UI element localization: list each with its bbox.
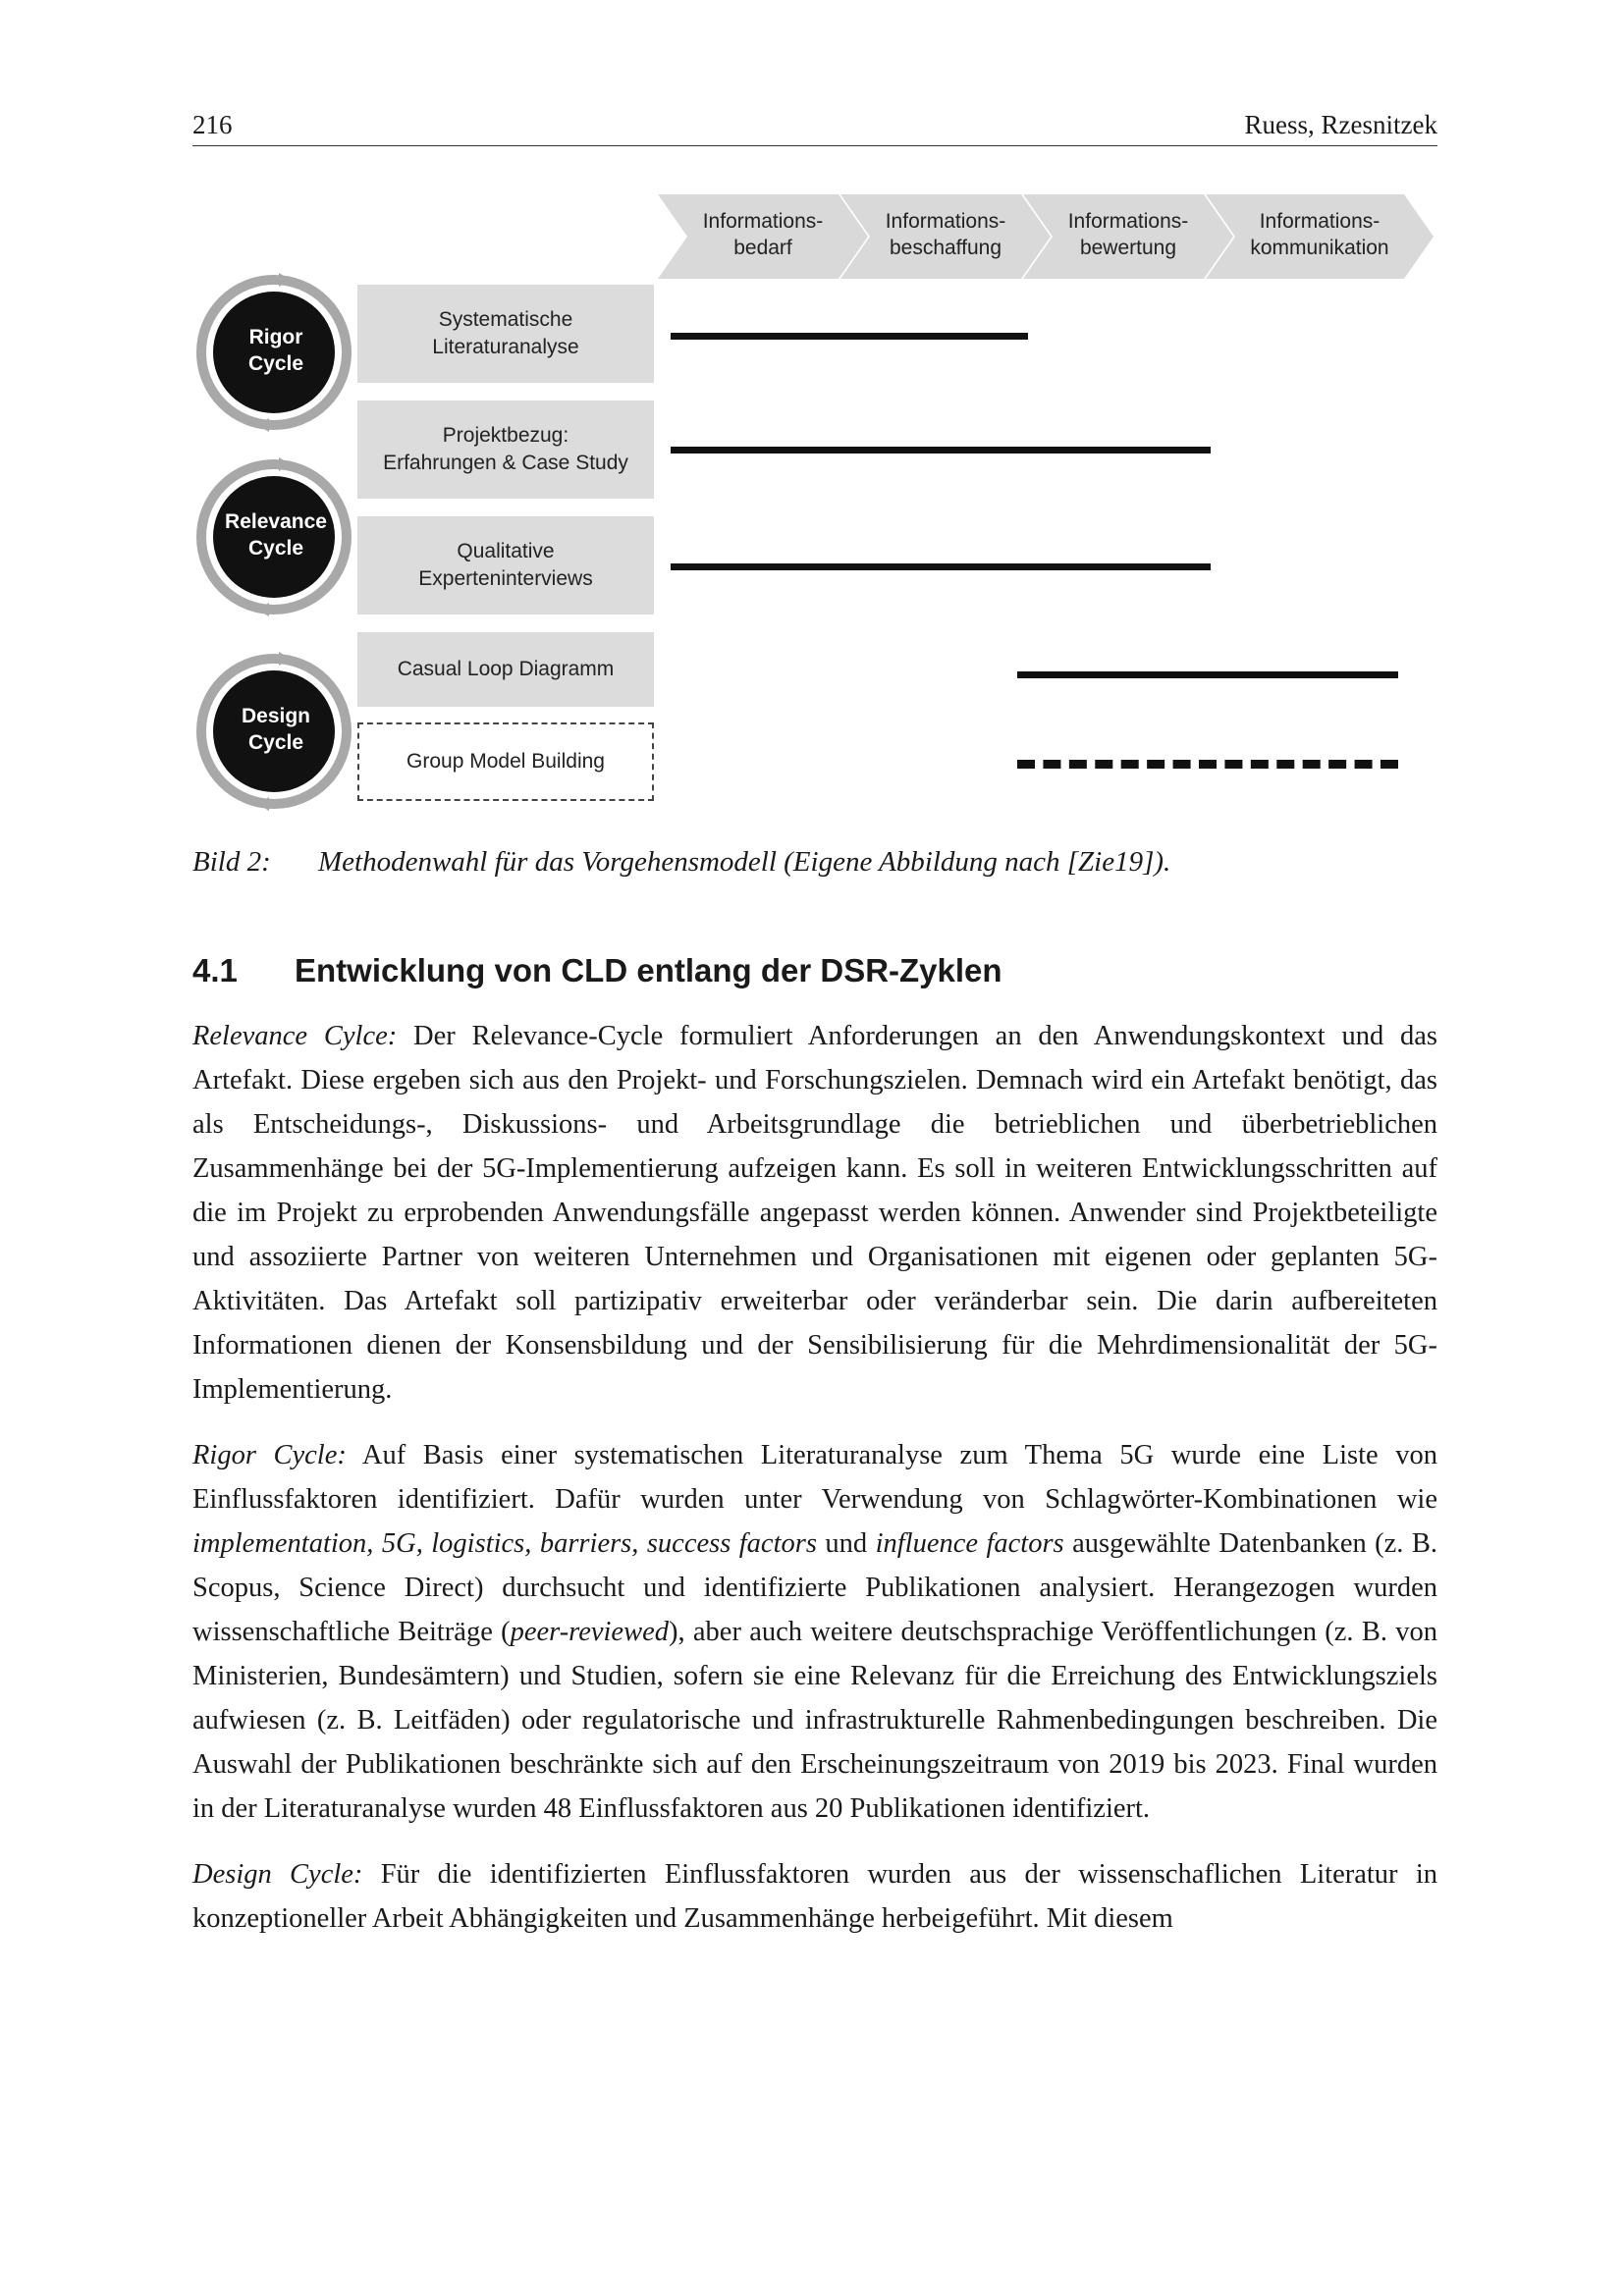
cycle-label: Cycle xyxy=(247,352,304,375)
phase-chevron-2 xyxy=(840,194,1051,279)
cycle-label: Cycle xyxy=(247,537,304,560)
caption-text: Methodenwahl für das Vorgehensmodell (Eigene Abbildung nach [Zie19]). xyxy=(318,846,1171,878)
phase-label: bewertung xyxy=(1079,237,1177,259)
running-authors: Ruess, Rzesnitzek xyxy=(1244,110,1437,139)
timeline-bar-gmb xyxy=(1017,760,1398,769)
method-label: Experteninterviews xyxy=(418,567,593,590)
phase-label: beschaffung xyxy=(889,237,1002,259)
timeline-bar-interviews xyxy=(671,563,1211,570)
cycle-label: Relevance xyxy=(225,510,327,533)
cycle-label: Design xyxy=(241,705,310,727)
rigor-cycle-icon xyxy=(192,269,359,436)
timeline-bar-cld xyxy=(1017,671,1398,678)
figure-caption xyxy=(192,846,1170,879)
cycle-label: Cycle xyxy=(247,731,304,754)
method-label: Casual Loop Diagramm xyxy=(397,658,615,680)
method-label: Systematische xyxy=(438,308,573,331)
method-label: Projektbezug: xyxy=(442,424,569,447)
paragraph-text: Auf Basis einer systematischen Literaturanalyse zum Thema 5G wurde eine Liste von Einflussfaktoren identifiziert. Dafür wurden unter Verwendung von Schlagwörter-Kombinationen wie xyxy=(192,1440,1437,1515)
figure-method-model xyxy=(192,187,1439,825)
relevance-cycle-icon xyxy=(192,454,359,620)
phase-label: kommunikation xyxy=(1250,237,1389,259)
paragraph-text: Der Relevance-Cycle formuliert Anforderungen an den Anwendungskontext und das Artefakt. Diese ergeben sich aus den Projekt- und Forschungszielen. Demnach wird ein Artefakt benötigt, das als Entscheidungs-, Diskussions- und Arbeitsgrundlage die betrieblichen und überbetrieblichen Zusammenhänge bei der 5G-Implementierung aufzeigen kann. Es soll in weiteren Entwicklungsschritten auf die im Projekt zu erprobenden Anwendungsfälle angepasst werden können. Anwender sind Projektbeteiligte und assoziierte Partner von weiteren Unternehmen und Organisationen mit eigenen oder geplanten 5G-Aktivitäten. Das Artefakt soll partizipativ erweiterbar oder veränderbar sein. Die darin aufbereiteten Informationen dienen der Konsensbildung und der Sensibilisierung für die Mehrdimensionalität der 5G-Implementierung. xyxy=(192,1021,1437,1405)
paragraph-lead: Design Cycle: xyxy=(192,1859,363,1890)
paragraph-lead: Rigor Cycle: xyxy=(192,1440,347,1470)
paragraph-lead: Relevance Cylce: xyxy=(192,1021,398,1051)
phase-label: Informations- xyxy=(702,210,824,233)
method-case-study xyxy=(357,400,654,499)
method-causal-loop-diagram xyxy=(357,632,654,707)
keyword: peer-reviewed xyxy=(510,1617,669,1647)
phase-label: Informations- xyxy=(885,210,1006,233)
body-text xyxy=(192,1014,1437,1962)
timeline-bar-literature xyxy=(671,333,1028,340)
phase-label: Informations- xyxy=(1259,210,1380,233)
phase-chevron-3 xyxy=(1023,194,1233,279)
paragraph-text: ausgewählte Datenbanken (z. B. Scopus, Science Direct) durchsucht und identifizierte Publikationen analysiert. Herangezogen wurden wissenschaftliche Beiträge ( xyxy=(192,1528,1438,1647)
page-number: 216 xyxy=(192,110,233,139)
paragraph-text: und xyxy=(816,1528,876,1559)
phase-chevrons xyxy=(658,194,1434,279)
phase-chevron-4 xyxy=(1206,194,1434,279)
method-label: Group Model Building xyxy=(406,750,605,773)
method-label: Literaturanalyse xyxy=(432,336,579,358)
section-number: 4.1 xyxy=(192,952,238,988)
method-literature-review xyxy=(357,285,654,383)
keyword-list: implementation, 5G, logistics, barriers, success factors xyxy=(192,1528,817,1559)
paragraph-relevance xyxy=(192,1014,1437,1412)
timeline-bar-case-study xyxy=(671,447,1211,454)
paragraph-text: Für die identifizierten Einflussfaktoren wurden aus der wissenschaflichen Literatur in konzeptioneller Arbeit Abhängigkeiten und Zusammenhänge herbeigeführt. Mit diesem xyxy=(192,1859,1437,1934)
method-label: Erfahrungen & Case Study xyxy=(383,452,628,474)
phase-chevron-1 xyxy=(658,194,868,279)
section-heading xyxy=(192,952,1002,989)
keyword: influence factors xyxy=(875,1528,1064,1559)
phase-label: bedarf xyxy=(733,237,792,259)
method-label: Qualitative xyxy=(457,540,555,562)
paragraph-text: ), aber auch weitere deutschsprachige Veröffentlichungen (z. B. von Ministerien, Bundesämtern) und Studien, sofern sie eine Relevanz für die Erreichung des Entwicklungsziels aufwiesen (z. B. Leitfäden) oder regulatorische und infrastrukturelle Rahmenbedingungen beschreiben. Die Auswahl der Publikationen beschränkte sich auf den Erscheinungszeitraum von 2019 bis 2023. Final wurden in der Literaturanalyse wurden 48 Einflussfaktoren aus 20 Publikationen identifiziert. xyxy=(192,1617,1437,1824)
paragraph-rigor xyxy=(192,1433,1437,1831)
section-title: Entwicklung von CLD entlang der DSR-Zyklen xyxy=(295,952,1002,988)
cycle-label: Rigor xyxy=(248,326,303,348)
design-cycle-icon xyxy=(192,648,359,815)
running-header xyxy=(192,106,1437,146)
phase-label: Informations- xyxy=(1067,210,1189,233)
method-expert-interviews xyxy=(357,516,654,614)
caption-number: Bild 2: xyxy=(192,846,271,878)
method-group-model-building xyxy=(357,722,654,801)
paragraph-design xyxy=(192,1852,1437,1941)
